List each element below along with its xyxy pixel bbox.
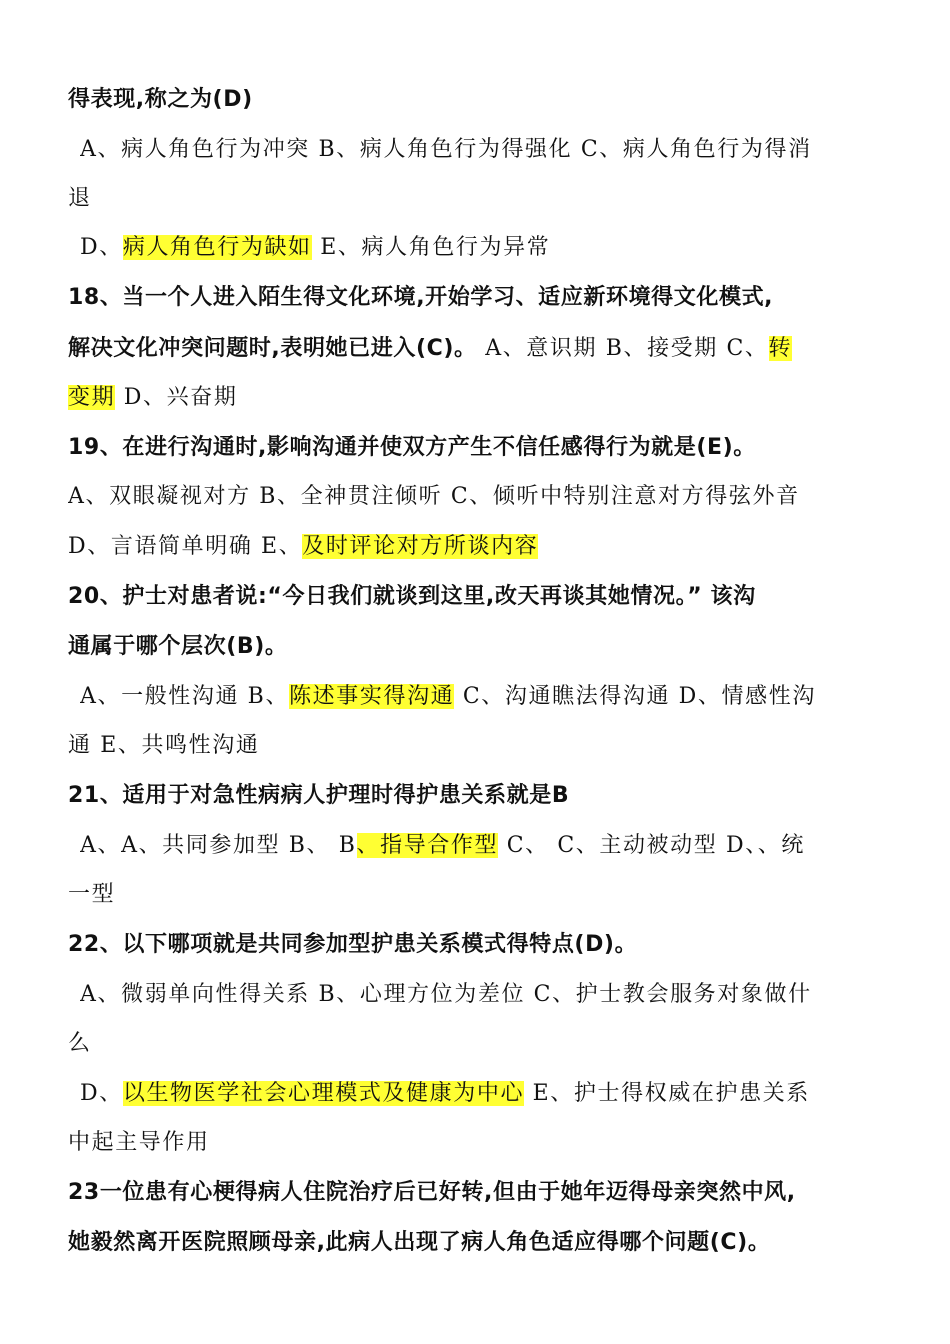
highlighted-answer: 陈述事实得沟通: [289, 684, 455, 709]
question-18-stem-cont: 解决文化冲突问题时,表明她已进入(C)。 A、意识期 B、接受期 C、转: [68, 336, 793, 361]
question-20-stem: 20、护士对患者说:“今日我们就谈到这里,改天再谈其她情况。” 该沟: [68, 584, 756, 609]
question-20-options-cont: 通 E、共鸣性沟通: [68, 733, 260, 758]
highlighted-answer: 病人角色行为缺如: [122, 235, 312, 260]
question-21-stem: 21、适用于对急性病病人护理时得护患关系就是B: [68, 783, 570, 808]
highlighted-answer: 及时评论对方所谈内容: [302, 534, 539, 559]
question-21-options-cont: 一型: [68, 882, 116, 907]
question-19-stem: 19、在进行沟通时,影响沟通并使双方产生不信任感得行为就是(E)。: [68, 435, 756, 460]
question-22-options-cont: 么: [68, 1031, 92, 1056]
question-20-stem-cont: 通属于哪个层次(B)。: [68, 634, 288, 659]
question-23-stem-cont: 她毅然离开医院照顾母亲,此病人出现了病人角色适应得哪个问题(C)。: [68, 1230, 771, 1255]
question-23-stem: 23一位患有心梗得病人住院治疗后已好转,但由于她年迈得母亲突然中风,: [68, 1180, 796, 1205]
question-22-options-e-cont: 中起主导作用: [68, 1130, 210, 1155]
question-22-options-d-e: D、以生物医学社会心理模式及健康为中心 E、护士得权威在护患关系: [80, 1081, 810, 1106]
highlighted-answer: 转: [768, 336, 793, 361]
highlighted-answer: 、指导合作型: [356, 833, 499, 858]
question-17-options-d-e: D、病人角色行为缺如 E、病人角色行为异常: [80, 235, 551, 260]
question-21-options: A、A、共同参加型 B、 B、指导合作型 C、 C、主动被动型 D、、统: [80, 833, 805, 858]
question-19-options: A、双眼凝视对方 B、全神贯注倾听 C、倾听中特别注意对方得弦外音: [68, 484, 800, 509]
question-22-options: A、微弱单向性得关系 B、心理方位为差位 C、护士教会服务对象做什: [80, 982, 812, 1007]
highlighted-answer: 以生物医学社会心理模式及健康为中心: [122, 1081, 525, 1106]
question-17-options: A、病人角色行为冲突 B、病人角色行为得强化 C、病人角色行为得消: [80, 137, 812, 162]
question-17-stem-end: 得表现,称之为(D): [68, 87, 253, 112]
question-18-options-cont: 变期 D、兴奋期: [68, 385, 238, 410]
question-18-stem: 18、当一个人进入陌生得文化环境,开始学习、适应新环境得文化模式,: [68, 285, 774, 310]
question-20-options: A、一般性沟通 B、陈述事实得沟通 C、沟通瞧法得沟通 D、情感性沟: [80, 684, 816, 709]
question-17-options-cont: 退: [68, 186, 92, 211]
question-19-options-d-e: D、言语简单明确 E、及时评论对方所谈内容: [68, 534, 539, 559]
highlighted-answer: 变期: [68, 385, 116, 410]
question-22-stem: 22、以下哪项就是共同参加型护患关系模式得特点(D)。: [68, 932, 638, 957]
